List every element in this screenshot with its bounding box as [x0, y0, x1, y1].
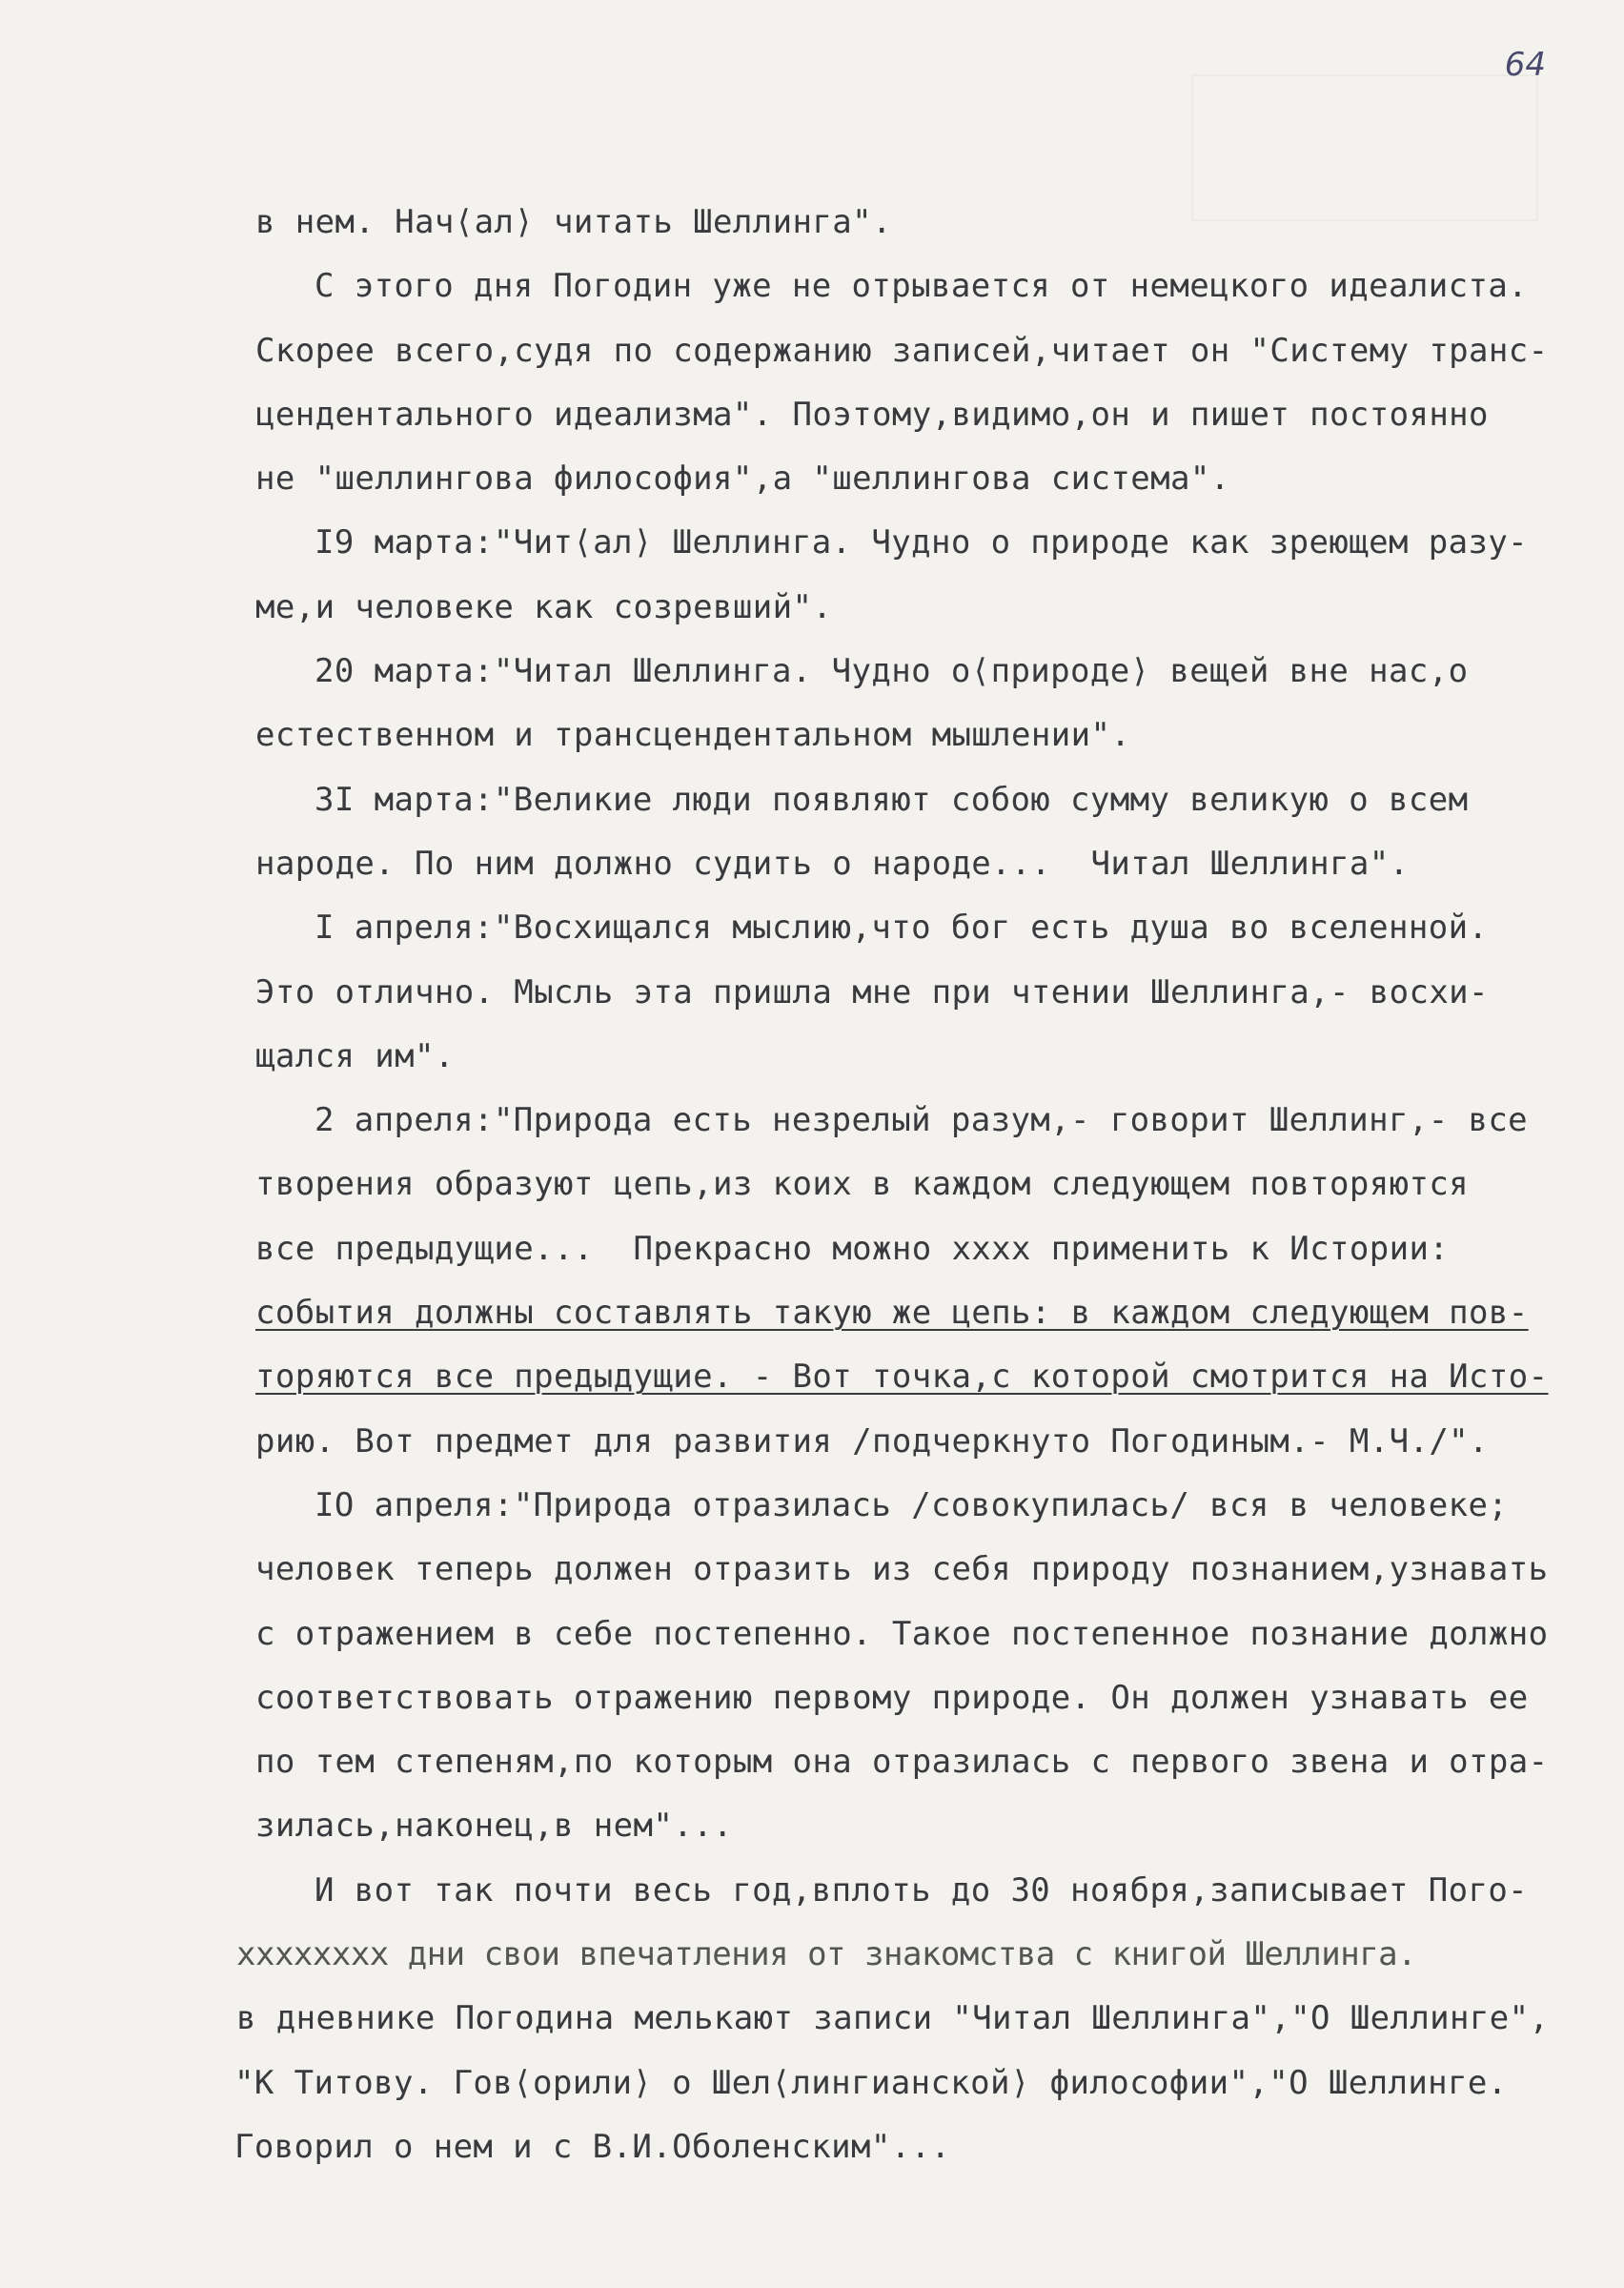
text-line: I апреля:"Восхищался мыслию,что бог есть душа во вселенной. [315, 909, 1489, 948]
text-line: соответствовать отражению первому природе. Он должен узнавать ее [255, 1678, 1529, 1717]
text-line: IО апреля:"Природа отразилась /совокупилась/ вся в человеке; [315, 1485, 1509, 1524]
text-line: 20 марта:"Читал Шеллинга. Чудно о⟨природе⟩ вещей вне нас,о [315, 652, 1469, 691]
text-line: щался им". [255, 1036, 455, 1075]
text-line: Это отлично. Мысль эта пришла мне при чтении Шеллинга,- восхи- [255, 972, 1489, 1011]
underlined-text-line: торяются все предыдущие. - Вот точка,с которой смотрится на Исто- [255, 1358, 1549, 1397]
text-line: с отражением в себе постепенно. Такое постепенное познание должно [255, 1614, 1549, 1653]
typewritten-text [234, 191, 1571, 2179]
text-line: И вот так почти весь год,вплоть до 30 ноября,записывает Пого- [315, 1870, 1529, 1910]
struck-text-line: хххххххх дни свои впечатления от знакомства с книгой Шеллинга. [236, 1935, 1417, 1974]
text-line: 3I марта:"Великие люди появляют собою сумму великую о всем [315, 780, 1469, 819]
text-line: "К Титову. Гов⟨орили⟩ о Шел⟨лингианской⟩ философии","О Шеллинге. [234, 2063, 1508, 2102]
text-line: не "шеллингова философия",а "шеллингова система". [255, 460, 1230, 499]
text-line: творения образуют цепь,из коих в каждом следующем повторяются [255, 1165, 1470, 1204]
text-line: Говорил о нем и с В.И.Оболенским"... [234, 2127, 951, 2166]
underlined-text-line: события должны составлять такую же цепь: в каждом следующем пов- [255, 1294, 1529, 1333]
text-line: цендентального идеализма". Поэтому,видимо,он и пишет постоянно [255, 395, 1489, 434]
text-line: естественном и трансцендентальном мышлении". [255, 716, 1131, 755]
text-line: рию. Вот предмет для развития /подчеркнуто Погодиным.- М.Ч./". [255, 1421, 1489, 1461]
text-line: I9 марта:"Чит⟨ал⟩ Шеллинга. Чудно о природе как зреющем разу- [315, 523, 1529, 562]
text-line: зилась,наконец,в нем"... [255, 1807, 733, 1846]
text-line: человек теперь должен отразить из себя природу познанием,узнавать [255, 1550, 1549, 1589]
text-line: 2 апреля:"Природа есть незрелый разум,- говорит Шеллинг,- все [315, 1101, 1529, 1140]
text-line: Скорее всего,судя по содержанию записей,читает он "Систему транс- [255, 331, 1549, 370]
text-line: по тем степеням,по которым она отразилась с первого звена и отра- [255, 1743, 1549, 1782]
text-line: народе. По ним должно судить о народе... Читал Шеллинга". [255, 844, 1410, 883]
text-line: в дневнике Погодина мелькают записи "Читал Шеллинга","О Шеллинге", [236, 1999, 1550, 2038]
text-line: ме,и человеке как созревший". [255, 587, 833, 626]
page-number: 64 [1504, 46, 1546, 84]
text-line: С этого дня Погодин уже не отрывается от немецкого идеалиста. [315, 267, 1529, 306]
text-line: все предыдущие... Прекрасно можно хххх применить к Истории: [255, 1229, 1450, 1268]
text-line: в нем. Нач⟨ал⟩ читать Шеллинга". [255, 203, 892, 241]
